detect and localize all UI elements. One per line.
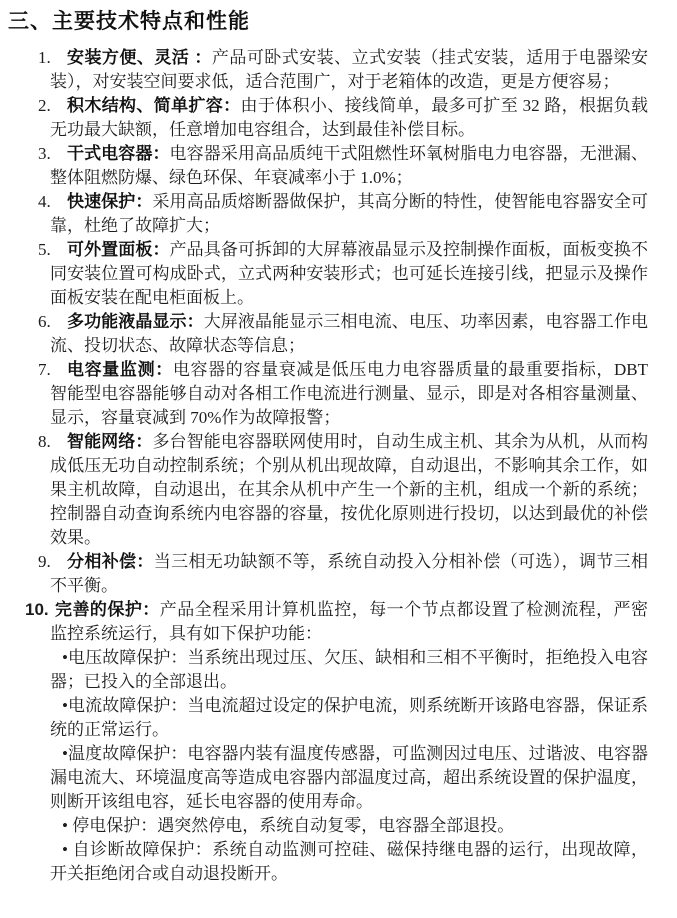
protection-bullet-temperature bbox=[50, 742, 648, 814]
bullet-marker: • bbox=[62, 696, 68, 715]
feature-item-8 bbox=[38, 430, 649, 550]
feature-item-1 bbox=[38, 46, 648, 94]
item-number: 3. bbox=[38, 144, 51, 163]
feature-item-9 bbox=[38, 550, 649, 598]
protection-bullet-power-loss bbox=[50, 814, 648, 838]
bullet-text: 电流故障保护：当电流超过设定的保护电流，则系统断开该路电容器，保证系统的正常运行。 bbox=[50, 696, 648, 739]
item-lead: 多功能液晶显示： bbox=[67, 312, 204, 331]
bullet-text: 自诊断故障保护：系统自动监测可控硅、磁保持继电器的运行，出现故障，开关拒绝闭合或自动退投断开。 bbox=[50, 840, 649, 883]
bullet-text: 电压故障保护：当系统出现过压、欠压、缺相和三相不平衡时，拒绝投入电容器；已投入的全部退出。 bbox=[50, 648, 648, 691]
item-body: 由于体积小、接线简单，最多可扩至 32 路，根据负载无功最大缺额，任意增加电容组合，达到最佳补偿目标。 bbox=[50, 96, 648, 139]
item-body: 大屏液晶能显示三相电流、电压、功率因素，电容器工作电流、投切状态、故障状态等信息； bbox=[50, 312, 649, 355]
bullet-marker: • bbox=[62, 648, 68, 667]
feature-list bbox=[25, 46, 649, 886]
feature-item-5 bbox=[38, 238, 649, 310]
bullet-marker: • bbox=[62, 744, 68, 763]
item-body: 采用高品质熔断器做保护，其高分断的特性，使智能电容器安全可靠，杜绝了故障扩大； bbox=[50, 192, 649, 235]
bullet-marker: • bbox=[62, 816, 73, 835]
item-body: 电容器的容量衰减是低压电力电容器质量的最重要指标，DBT 智能型电容器能够自动对各相工作电流进行测量、显示，即是对各相容量测量、显示，容量衰减到 70%作为故障报警； bbox=[50, 360, 649, 427]
item-number: 10. bbox=[25, 600, 49, 619]
protection-bullet-self-diagnosis bbox=[50, 838, 648, 886]
section-title: 三、主要技术特点和性能 bbox=[8, 10, 250, 33]
item-number: 6. bbox=[38, 312, 51, 331]
feature-item-2 bbox=[38, 94, 648, 142]
bullet-text: 温度故障保护：电容器内装有温度传感器，可监测因过电压、过谐波、电容器漏电流大、环境温度高等造成电容器内部温度过高，超出系统设置的保护温度，则断开该组电容，延长电容器的使用寿命。 bbox=[50, 744, 648, 811]
feature-item-4 bbox=[38, 190, 649, 238]
item-lead: 快速保护： bbox=[67, 192, 153, 211]
item-number: 2. bbox=[38, 96, 51, 115]
item-body: 产品全程采用计算机监控，每一个节点都设置了检测流程，严密监控系统运行，具有如下保护功能： bbox=[50, 600, 649, 643]
item-lead: 安装方便、灵活 ： bbox=[67, 48, 212, 67]
item-lead: 可外置面板： bbox=[67, 240, 170, 259]
item-body: 产品具备可拆卸的大屏幕液晶显示及控制操作面板，面板变换不同安装位置可构成卧式，立式两种安装形式；也可延长连接引线，把显示及操作面板安装在配电柜面板上。 bbox=[50, 240, 649, 307]
feature-item-3 bbox=[38, 142, 649, 190]
feature-item-6 bbox=[38, 310, 649, 358]
item-number: 1. bbox=[38, 48, 51, 67]
item-lead: 积木结构、简单扩容： bbox=[67, 96, 241, 115]
protection-bullet-current bbox=[50, 694, 648, 742]
item-lead: 电容量监测： bbox=[67, 360, 173, 379]
feature-item-7 bbox=[38, 358, 649, 430]
item-number: 7. bbox=[38, 360, 51, 379]
item-number: 4. bbox=[38, 192, 51, 211]
bullet-text: 停电保护：遇突然停电，系统自动复零，电容器全部退投。 bbox=[72, 816, 515, 835]
item-number: 5. bbox=[38, 240, 51, 259]
bullet-marker: • bbox=[62, 840, 73, 859]
item-number: 8. bbox=[38, 432, 51, 451]
feature-item-10 bbox=[25, 598, 649, 646]
item-lead: 智能网络： bbox=[67, 432, 153, 451]
item-number: 9. bbox=[38, 552, 51, 571]
item-body: 产品可卧式安装、立式安装（挂式安装，适用于电器梁安装），对安装空间要求低，适合范围广，对于老箱体的改造，更是方便容易； bbox=[50, 48, 648, 91]
item-body: 当三相无功缺额不等，系统自动投入分相补偿（可选），调节三相不平衡。 bbox=[50, 552, 649, 595]
item-body: 电容器采用高品质纯干式阻燃性环氧树脂电力电容器，无泄漏、整体阻燃防爆、绿色环保、年衰减率小于 1.0%； bbox=[50, 144, 649, 187]
item-lead: 完善的保护： bbox=[55, 600, 160, 619]
protection-bullet-voltage bbox=[50, 646, 648, 694]
item-lead: 分相补偿： bbox=[67, 552, 154, 571]
item-body: 多台智能电容器联网使用时，自动生成主机、其余为从机，从而构成低压无功自动控制系统；个别从机出现故障，自动退出，不影响其余工作，如果主机故障，自动退出，在其余从机中产生一个新的主机，组成一个新的系统；控制器自动查询系统内电容器的容量，按优化原则进行投切，以达到最优的补偿效果。 bbox=[50, 432, 649, 547]
item-lead: 干式电容器： bbox=[67, 144, 170, 163]
